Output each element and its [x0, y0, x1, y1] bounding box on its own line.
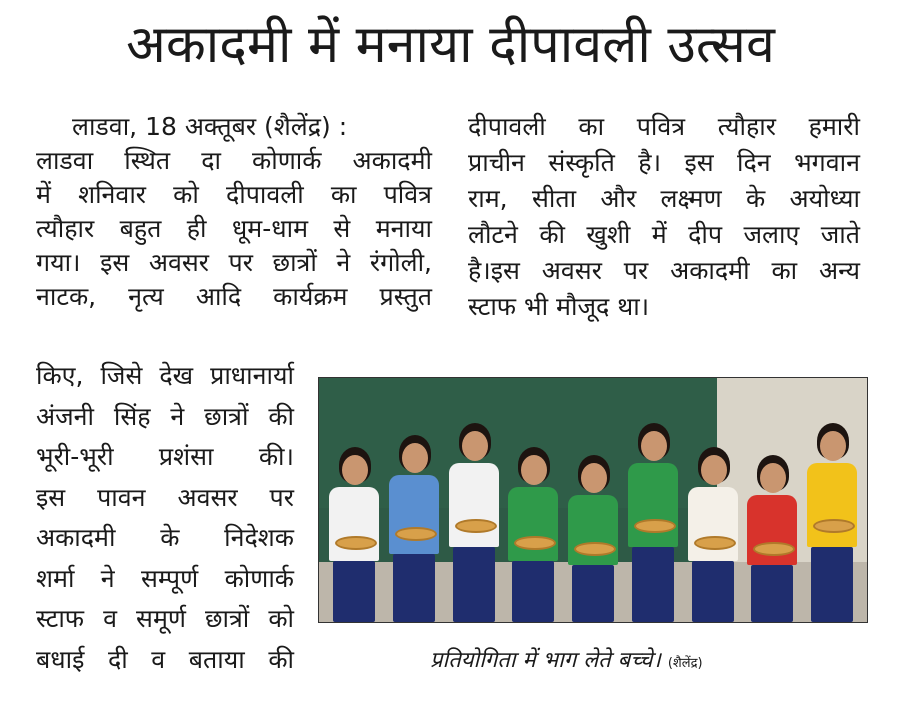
diya-plate-icon: [753, 542, 795, 556]
col1-line: गया। इस अवसर पर छात्रों ने रंगोली,: [36, 248, 432, 277]
student-face: [641, 431, 667, 461]
student: [504, 447, 562, 622]
caption-text: प्रतियोगिता में भाग लेते बच्चे।: [430, 648, 661, 673]
col2-line: प्राचीन संस्कृति है। इस दिन भगवान: [468, 148, 860, 177]
student-uniform-bottom: [572, 565, 614, 622]
col2-line: स्टाफ भी मौजूद था।: [468, 292, 650, 321]
student: [385, 435, 443, 622]
student-uniform-bottom: [453, 547, 495, 622]
col1n-line: अंजनी सिंह ने छात्रों की: [36, 401, 294, 431]
student: [564, 455, 622, 622]
diya-plate-icon: [574, 542, 616, 556]
headline: अकादमी में मनाया दीपावली उत्सव: [126, 15, 775, 75]
col1n-line: भूरी-भूरी प्रशंसा की।: [36, 442, 294, 471]
col1n-line: किए, जिसे देख प्राधानार्या: [36, 361, 294, 390]
student-uniform-bottom: [393, 554, 435, 622]
news-photo: [318, 377, 868, 623]
dateline: लाडवा, 18 अक्तूबर (शैलेंद्र) :: [72, 112, 348, 141]
student-uniform-bottom: [692, 561, 734, 623]
student: [325, 447, 383, 622]
student-shirt: [628, 463, 678, 547]
student: [445, 423, 503, 622]
student-uniform-bottom: [333, 561, 375, 623]
col1-line: लाडवा स्थित दा कोणार्क अकादमी: [36, 146, 432, 175]
student-face: [581, 463, 607, 493]
student: [684, 447, 742, 622]
col1n-line: स्टाफ व समूर्ण छात्रों को: [36, 604, 294, 633]
diya-plate-icon: [694, 536, 736, 550]
caption-credit: (शैलेंद्र): [667, 656, 703, 671]
col2-line: राम, सीता और लक्ष्मण के अयोध्या: [468, 184, 860, 213]
student-face: [462, 431, 488, 461]
student-shirt: [449, 463, 499, 547]
student-face: [820, 431, 846, 461]
student-shirt: [807, 463, 857, 547]
student-uniform-bottom: [632, 547, 674, 622]
diya-plate-icon: [813, 519, 855, 533]
student-shirt: [389, 475, 439, 554]
diya-plate-icon: [455, 519, 497, 533]
col2-line: लौटने की खुशी में दीप जलाए जाते: [468, 220, 860, 249]
student-uniform-bottom: [811, 547, 853, 622]
photo-caption: [430, 646, 703, 679]
col1-line: में शनिवार को दीपावली का पवित्र: [36, 180, 432, 209]
col2-line: दीपावली का पवित्र त्यौहार हमारी: [468, 112, 860, 141]
diya-plate-icon: [634, 519, 676, 533]
diya-plate-icon: [335, 536, 377, 550]
col1n-line: शर्मा ने सम्पूर्ण कोणार्क: [36, 563, 294, 593]
col1n-line: बधाई दी व बताया की: [36, 644, 294, 674]
student-face: [701, 455, 727, 485]
col1-line: त्यौहार बहुत ही धूम-धाम से मनाया: [36, 214, 432, 243]
student-uniform-bottom: [512, 561, 554, 623]
student-face: [342, 455, 368, 485]
col1n-line: अकादमी के निदेशक: [36, 523, 294, 552]
student: [803, 423, 861, 622]
col2-line: है।इस अवसर पर अकादमी का अन्य: [468, 256, 860, 285]
diya-plate-icon: [514, 536, 556, 550]
student: [743, 455, 801, 622]
col1n-line: इस पावन अवसर पर: [36, 482, 294, 512]
col1-line: नाटक, नृत्य आदि कार्यक्रम प्रस्तुत: [36, 282, 432, 311]
student-uniform-bottom: [751, 565, 793, 622]
student: [624, 423, 682, 622]
student-face: [402, 443, 428, 473]
